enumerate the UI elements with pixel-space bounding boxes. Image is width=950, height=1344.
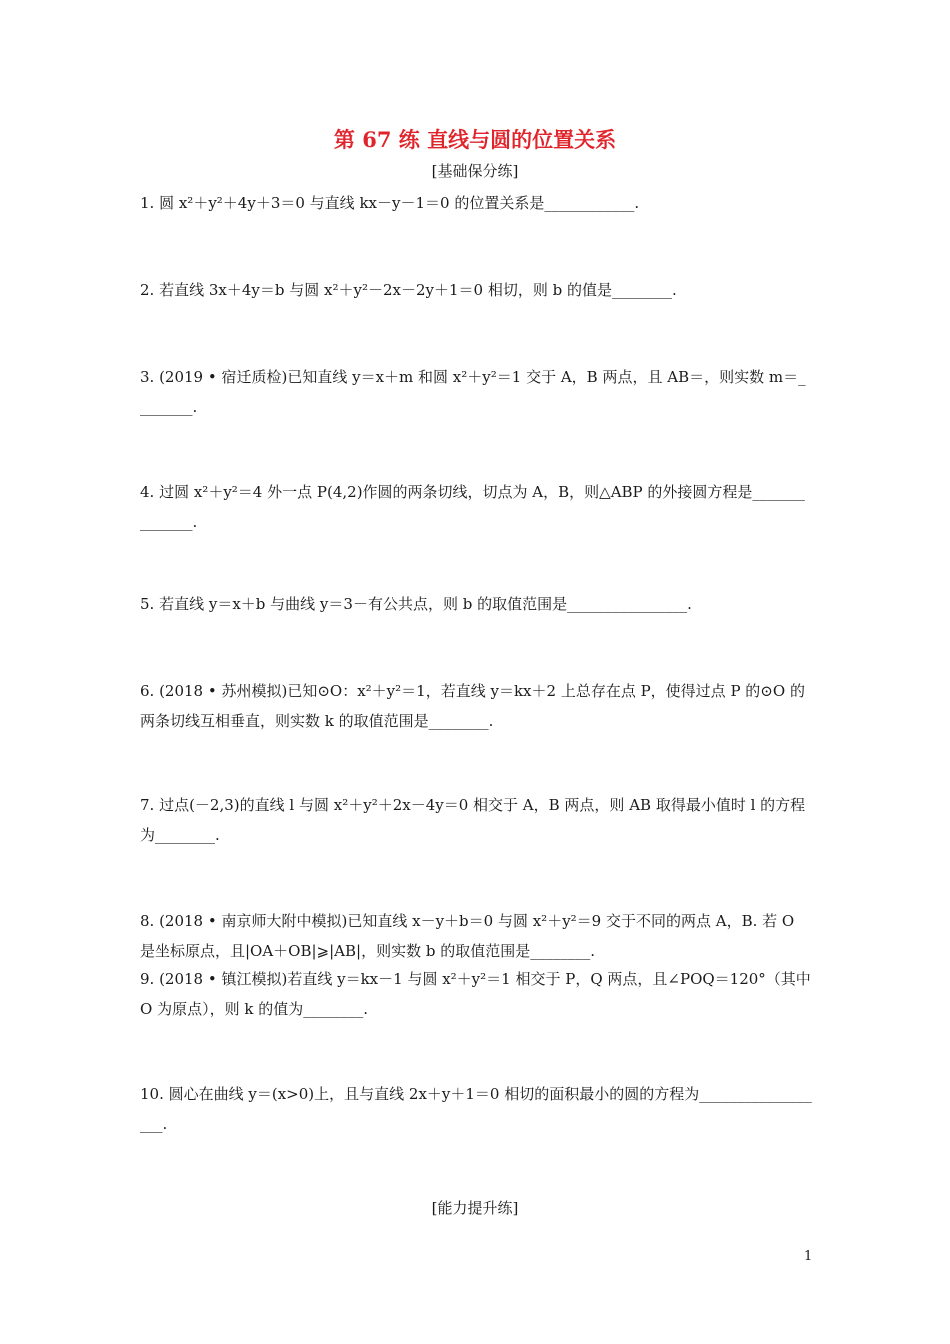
section-advanced-header: [能力提升练]: [431, 1199, 519, 1217]
question-9: 9. (2018 • 镇江模拟)若直线 y＝kx－1 与圆 x²＋y²＝1 相交于 P，Q 两点，且∠POQ＝120°（其中 O 为原点），则 k 的值为________.: [140, 970, 811, 1018]
page-title: 第 67 练 直线与圆的位置关系: [333, 127, 617, 152]
question-2: 2. 若直线 3x＋4y＝b 与圆 x²＋y²－2x－2y＋1＝0 相切，则 b 的值是________.: [140, 281, 677, 299]
question-6: 6. (2018 • 苏州模拟)已知⊙O：x²＋y²＝1，若直线 y＝kx＋2 上总存在点 P，使得过点 P 的⊙O 的两条切线互相垂直，则实数 k 的取值范围是________.: [140, 682, 805, 730]
question-7: 7. 过点(－2,3)的直线 l 与圆 x²＋y²＋2x－4y＝0 相交于 A，B 两点，则 AB 取得最小值时 l 的方程为________.: [140, 796, 806, 844]
question-5: 5. 若直线 y＝x＋b 与曲线 y＝3－有公共点，则 b 的取值范围是________________.: [140, 595, 692, 613]
page-number: 1: [804, 1249, 813, 1264]
section-basic-header: [基础保分练]: [431, 162, 519, 180]
question-1: 1. 圆 x²＋y²＋4y＋3＝0 与直线 kx－y－1＝0 的位置关系是____________.: [140, 194, 640, 212]
question-8: 8. (2018 • 南京师大附中模拟)已知直线 x－y＋b＝0 与圆 x²＋y²＝9 交于不同的两点 A，B. 若 O 是坐标原点，且|OA＋OB|⩾|AB|，则实数 b 的取值范围是________.: [140, 912, 795, 960]
question-10: 10. 圆心在曲线 y＝(x>0)上，且与直线 2x＋y＋1＝0 相切的面积最小的圆的方程为__________________.: [140, 1085, 812, 1133]
question-3: 3. (2019 • 宿迁质检)已知直线 y＝x＋m 和圆 x²＋y²＝1 交于 A，B 两点，且 AB＝，则实数 m＝________.: [140, 368, 806, 416]
question-4: 4. 过圆 x²＋y²＝4 外一点 P(4,2)作圆的两条切线，切点为 A，B，则△ABP 的外接圆方程是______________.: [140, 483, 805, 531]
